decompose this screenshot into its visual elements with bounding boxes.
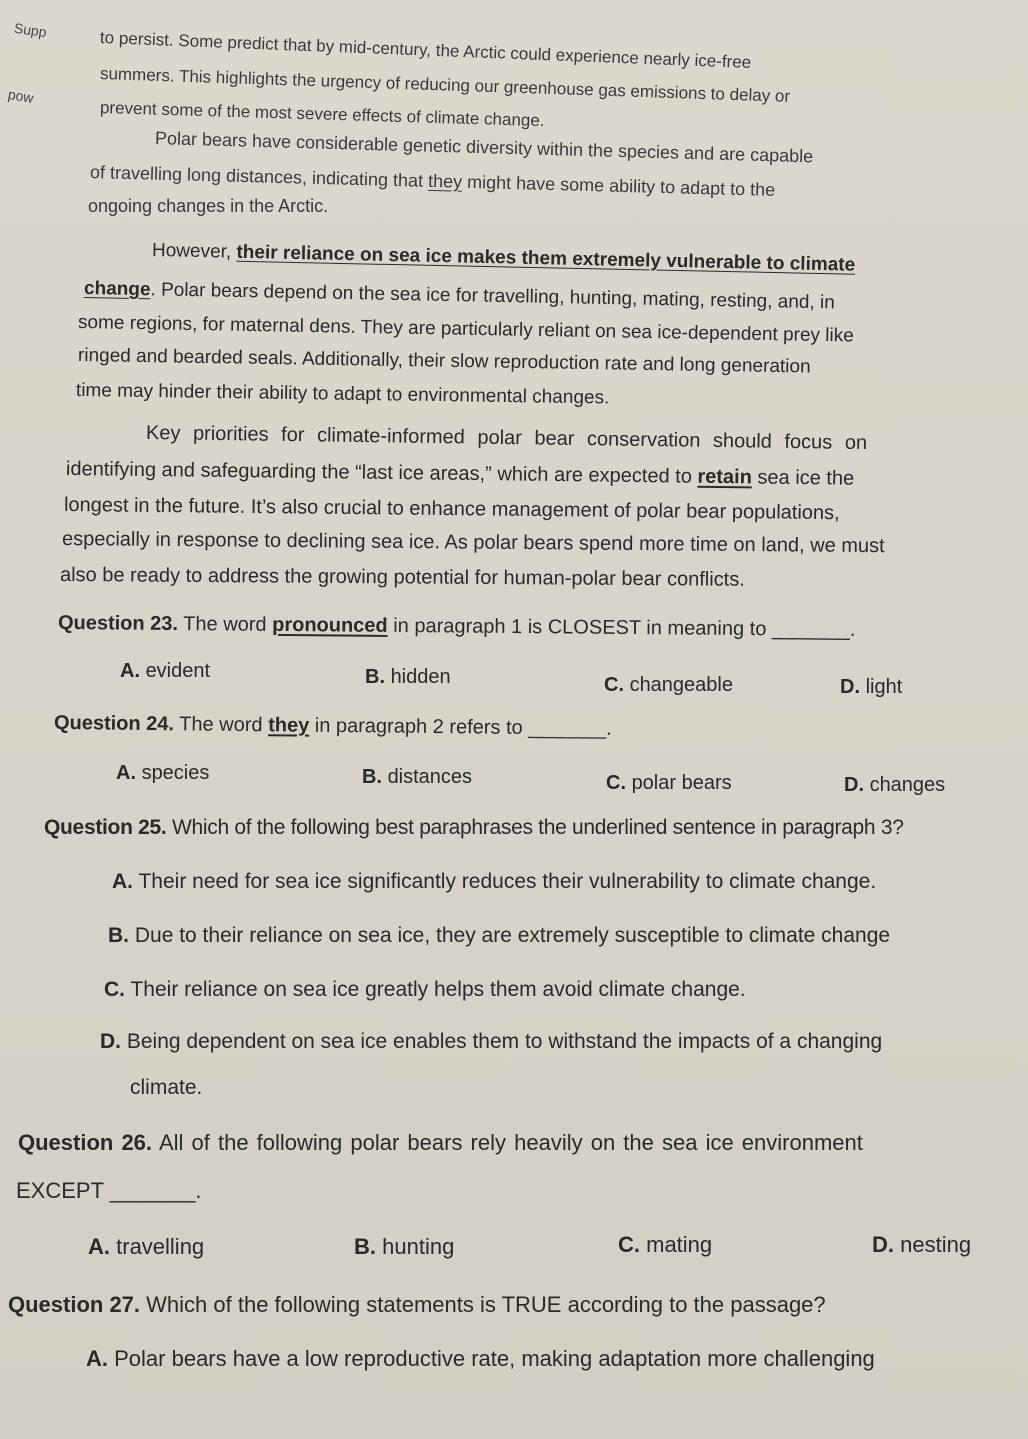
option-text: distances — [387, 766, 473, 788]
option-text: evident — [145, 660, 211, 682]
option-text: changes — [869, 774, 946, 796]
option-letter: A. — [112, 870, 133, 893]
text-segment: The word — [177, 613, 273, 636]
option-d-continuation: climate. — [130, 1076, 203, 1099]
option-c[interactable] — [604, 674, 733, 697]
paragraph-3-line: ringed and bearded seals. Additionally, their slow reproduction rate and long generation — [77, 345, 811, 378]
option-letter: A. — [116, 762, 136, 784]
text-segment: Which of the following statements is TRUE according to the passage? — [140, 1292, 826, 1317]
option-c[interactable] — [104, 978, 746, 1002]
text-segment: identifying and safeguarding the “last ice areas,” which are expected to — [65, 458, 698, 488]
option-text: species — [141, 762, 210, 784]
option-letter: D. — [100, 1030, 121, 1053]
question-number: Question 24. — [53, 712, 175, 736]
underlined-sentence-end: change — [83, 278, 151, 301]
option-text: Their need for sea ice significantly reduces their vulnerability to climate change. — [138, 870, 877, 893]
option-letter: C. — [606, 772, 626, 794]
option-text: light — [865, 676, 903, 698]
underlined-sentence: their reliance on sea ice makes them extremely vulnerable to climate — [236, 241, 856, 276]
option-b[interactable] — [365, 666, 451, 689]
text-segment: sea ice the — [751, 466, 855, 490]
option-text: nesting — [900, 1232, 972, 1257]
option-c[interactable] — [606, 772, 732, 795]
option-d[interactable] — [100, 1030, 882, 1054]
margin-fragment-top: Supp — [13, 19, 48, 41]
option-letter: C. — [618, 1232, 640, 1257]
text-segment: All of the following polar bears rely heavily on the sea ice environment — [152, 1130, 863, 1155]
option-b[interactable] — [108, 924, 890, 948]
text-segment: Which of the following best paraphrases the underlined sentence in paragraph 3? — [166, 816, 904, 839]
option-b[interactable] — [354, 1234, 454, 1260]
option-letter: A. — [120, 660, 140, 682]
text-segment: The word — [173, 713, 269, 737]
question-27-stem — [8, 1292, 826, 1318]
option-text: travelling — [116, 1234, 205, 1259]
option-letter: B. — [354, 1234, 376, 1259]
option-text: Being dependent on sea ice enables them to withstand the impacts of a changing — [126, 1030, 883, 1053]
question-24-stem — [54, 712, 612, 741]
option-text: hidden — [390, 666, 451, 688]
option-letter: B. — [365, 666, 385, 688]
paragraph-4-line: Key priorities for climate-informed polar bear conservation should focus on — [145, 422, 868, 455]
option-text: Polar bears have a low reproductive rate, making adaptation more challenging — [114, 1346, 875, 1371]
paragraph-4-line — [66, 458, 854, 491]
option-letter: D. — [872, 1232, 894, 1257]
option-b[interactable] — [362, 766, 472, 789]
paragraph-1-line: to persist. Some predict that by mid-century, the Arctic could experience nearly ice-free — [99, 28, 752, 73]
option-a[interactable] — [116, 762, 209, 785]
margin-fragment-mid: pow — [6, 85, 35, 107]
paragraph-3-line: some regions, for maternal dens. They are particularly reliant on sea ice-dependent prey like — [77, 312, 854, 347]
question-23-stem — [58, 612, 856, 642]
option-letter: C. — [604, 674, 624, 696]
text-segment: in paragraph 1 is CLOSEST in meaning to _______. — [387, 614, 856, 641]
option-c[interactable] — [618, 1232, 712, 1258]
question-number: Question 25. — [44, 816, 167, 839]
option-letter: C. — [104, 978, 125, 1001]
underlined-word-they: they — [268, 714, 310, 737]
paragraph-4-line: especially in response to declining sea ice. As polar bears spend more time on land, we must — [61, 528, 885, 558]
option-text: Their reliance on sea ice greatly helps them avoid climate change. — [130, 978, 746, 1001]
paragraph-3-line: time may hinder their ability to adapt to environmental changes. — [75, 380, 610, 409]
underlined-word-they: they — [427, 170, 463, 192]
option-a[interactable] — [120, 660, 210, 683]
option-d[interactable] — [844, 774, 945, 797]
option-a[interactable] — [88, 1234, 204, 1260]
text-segment: might have some ability to adapt to the — [461, 171, 776, 200]
option-text: Due to their reliance on sea ice, they are extremely susceptible to climate change — [134, 924, 891, 947]
paragraph-3-line — [84, 278, 835, 314]
option-text: mating — [646, 1232, 713, 1257]
text-segment: of travelling long distances, indicating that — [89, 162, 429, 191]
paragraph-2-line: ongoing changes in the Arctic. — [88, 196, 329, 216]
option-letter: A. — [86, 1346, 108, 1371]
question-26-stem — [18, 1130, 863, 1156]
text-segment: . Polar bears depend on the sea ice for travelling, hunting, mating, resting, and, in — [150, 279, 836, 314]
question-number: Question 27. — [8, 1292, 141, 1317]
paragraph-3-line — [152, 240, 856, 277]
option-letter: D. — [844, 774, 864, 796]
question-26-stem-cont: EXCEPT _______. — [16, 1178, 202, 1203]
paragraph-1-line: summers. This highlights the urgency of reducing our greenhouse gas emissions to delay or — [99, 64, 791, 106]
underlined-word-pronounced: pronounced — [272, 613, 388, 637]
option-letter: A. — [88, 1234, 110, 1259]
underlined-word-retain: retain — [697, 465, 753, 489]
option-d[interactable] — [840, 676, 902, 699]
option-a[interactable] — [112, 870, 876, 894]
option-a[interactable] — [86, 1346, 875, 1372]
text-segment: However, — [151, 240, 237, 263]
paragraph-4-line: longest in the future. It’s also crucial to enhance management of polar bear populations, — [63, 494, 840, 525]
question-number: Question 23. — [57, 612, 179, 636]
paragraph-4-line: also be ready to address the growing potential for human-polar bear conflicts. — [59, 564, 745, 591]
question-number: Question 26. — [18, 1130, 153, 1155]
option-letter: B. — [362, 766, 382, 788]
text-segment: in paragraph 2 refers to _______. — [309, 714, 612, 740]
option-d[interactable] — [872, 1232, 971, 1258]
option-letter: B. — [108, 924, 129, 947]
question-25-stem — [44, 816, 904, 840]
option-letter: D. — [840, 676, 860, 698]
option-text: hunting — [382, 1234, 455, 1259]
paragraph-2-line: Polar bears have considerable genetic diversity within the species and are capable — [154, 128, 814, 167]
option-text: changeable — [629, 674, 733, 696]
option-text: polar bears — [631, 772, 732, 794]
paragraph-1-line: prevent some of the most severe effects of climate change. — [99, 98, 545, 131]
